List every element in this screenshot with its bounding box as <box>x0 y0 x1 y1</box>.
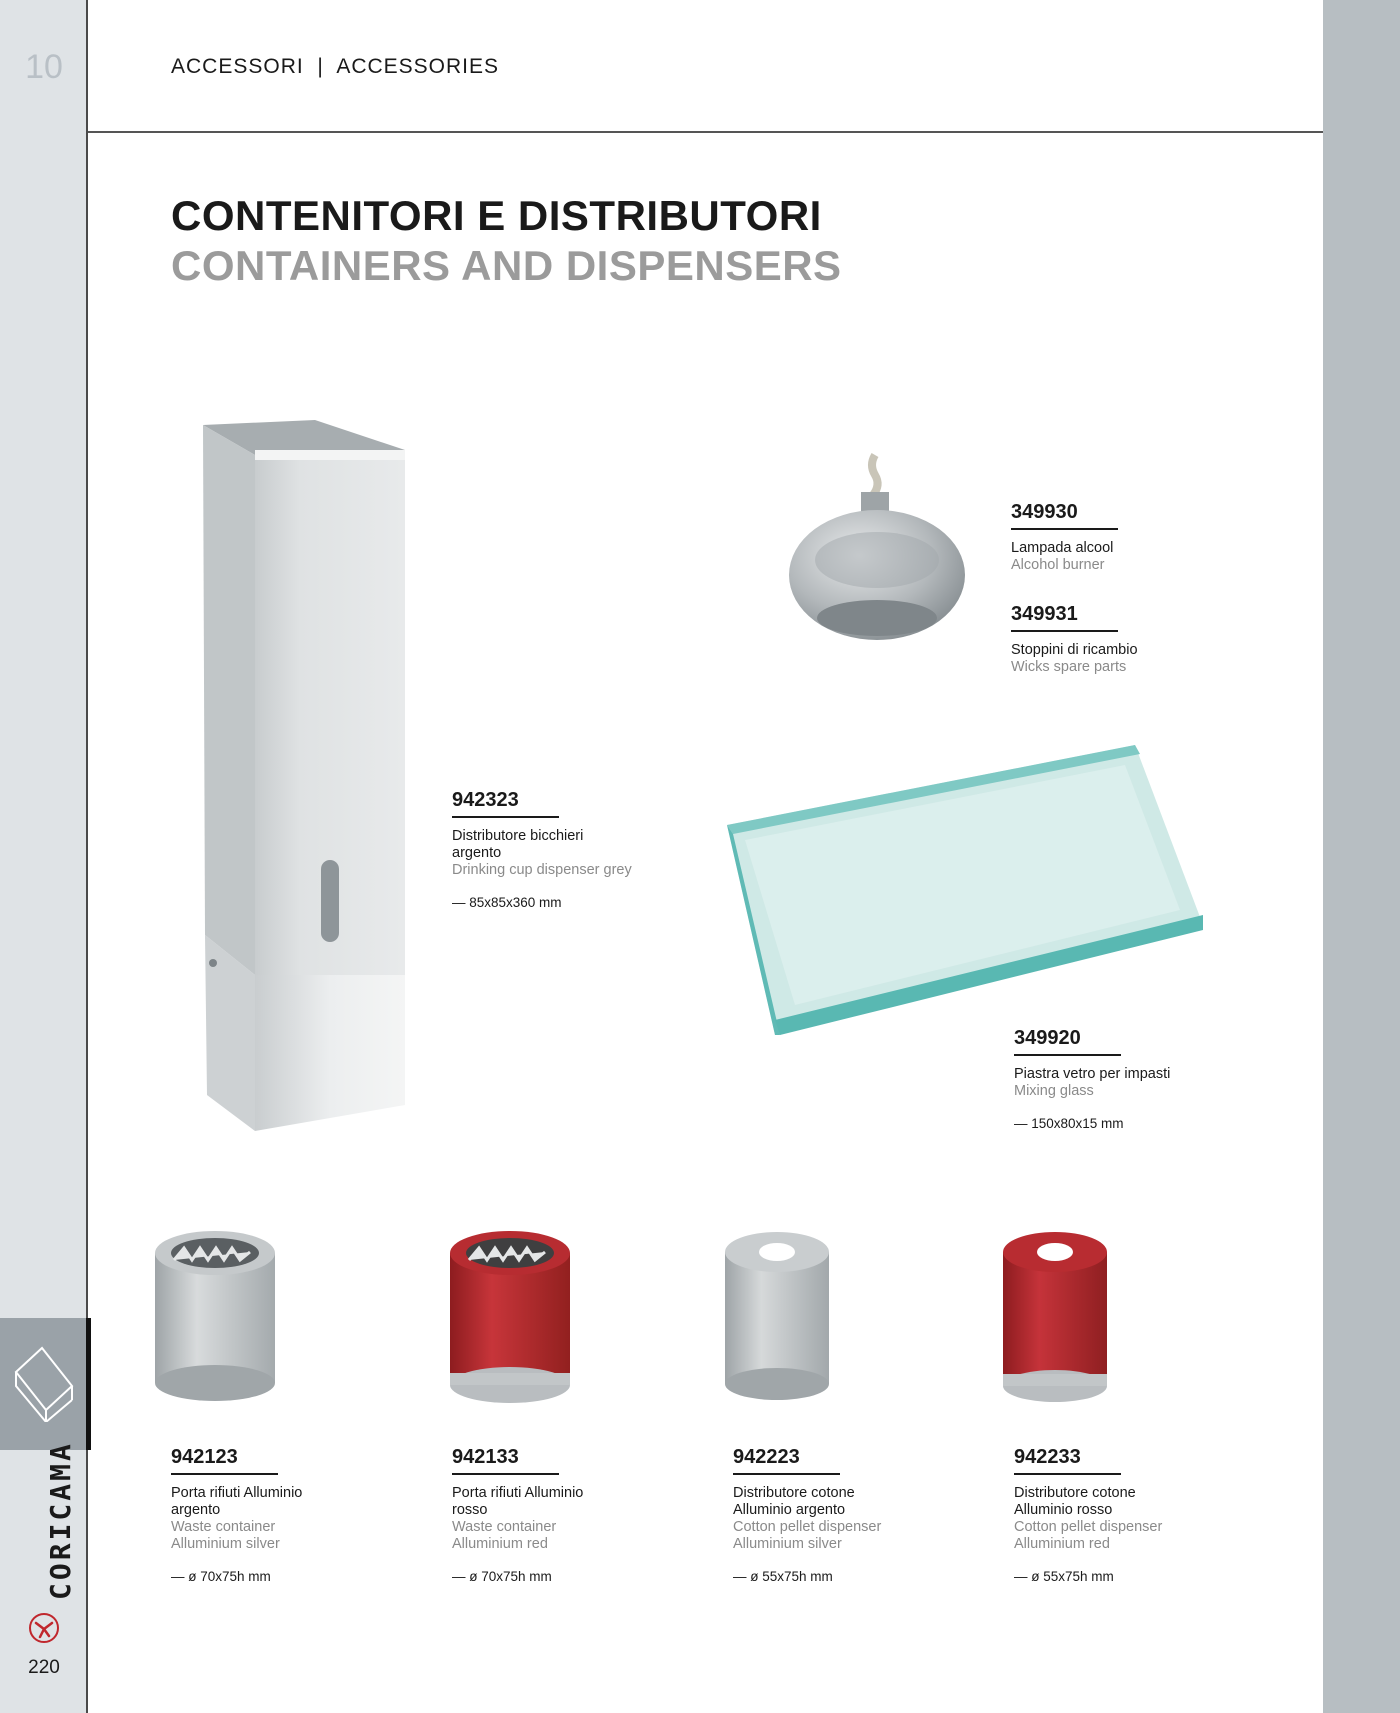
product-code: 942133 <box>452 1446 559 1475</box>
section-tab[interactable] <box>0 1318 91 1450</box>
page-title-en: CONTAINERS AND DISPENSERS <box>171 242 842 289</box>
page-number: 220 <box>28 1657 60 1678</box>
brand-name: CORICAMA <box>44 1441 77 1600</box>
product-name-it: Distributore bicchieri argento <box>452 828 584 861</box>
product-name-en: Waste container Alluminium silver <box>171 1519 280 1552</box>
product-942233 <box>1014 1446 1194 1584</box>
product-name-it: Stoppini di ricambio <box>1011 642 1138 658</box>
product-name-it: Porta rifiuti Alluminio argento <box>171 1485 303 1518</box>
right-band <box>1323 0 1400 1713</box>
product-name-en: Drinking cup dispenser grey <box>452 862 632 878</box>
page-title-it: CONTENITORI E DISTRIBUTORI <box>171 192 822 239</box>
product-942323 <box>452 789 632 910</box>
product-name-en: Mixing glass <box>1014 1083 1094 1099</box>
left-sidebar <box>0 0 88 1713</box>
product-name-it: Lampada alcool <box>1011 540 1114 556</box>
product-dimensions: — 85x85x360 mm <box>452 895 562 910</box>
product-942223 <box>733 1446 913 1584</box>
brand-logo-icon <box>28 1612 60 1644</box>
product-dimensions: — ø 70x75h mm <box>171 1569 271 1584</box>
product-code: 942233 <box>1014 1446 1121 1475</box>
product-name-en: Cotton pellet dispenser Alluminium red <box>1014 1519 1163 1552</box>
cup-dispenser-image <box>195 415 415 1135</box>
product-name-it: Porta rifiuti Alluminio rosso <box>452 1485 584 1518</box>
product-code: 349930 <box>1011 501 1118 530</box>
waste-container-silver-image <box>150 1228 280 1403</box>
product-349931 <box>1011 603 1241 676</box>
product-name-en: Alcohol burner <box>1011 557 1105 573</box>
product-code: 942123 <box>171 1446 278 1475</box>
product-code: 349920 <box>1014 1027 1121 1056</box>
eraser-icon <box>12 1342 76 1422</box>
product-name-it: Piastra vetro per impasti <box>1014 1066 1171 1082</box>
product-349920 <box>1014 1027 1244 1131</box>
product-code: 942223 <box>733 1446 840 1475</box>
product-349930 <box>1011 501 1241 574</box>
product-dimensions: — ø 70x75h mm <box>452 1569 552 1584</box>
product-dimensions: — ø 55x75h mm <box>733 1569 833 1584</box>
product-dimensions: — ø 55x75h mm <box>1014 1569 1114 1584</box>
product-942123 <box>171 1446 321 1584</box>
product-code: 349931 <box>1011 603 1118 632</box>
product-name-en: Waste container Alluminium red <box>452 1519 557 1552</box>
header-divider <box>88 131 1323 133</box>
cotton-dispenser-red-image <box>1000 1230 1110 1405</box>
product-dimensions: — 150x80x15 mm <box>1014 1116 1124 1131</box>
product-name-en: Cotton pellet dispenser Alluminium silver <box>733 1519 882 1552</box>
mixing-glass-image <box>725 740 1205 1040</box>
product-name-it: Distributore cotone Alluminio argento <box>733 1485 855 1518</box>
product-942133 <box>452 1446 602 1584</box>
cotton-dispenser-silver-image <box>722 1230 832 1405</box>
category-header: ACCESSORI | ACCESSORIES <box>171 55 500 78</box>
chapter-number: 10 <box>25 48 63 86</box>
waste-container-red-image <box>445 1228 575 1403</box>
product-name-it: Distributore cotone Alluminio rosso <box>1014 1485 1136 1518</box>
product-code: 942323 <box>452 789 559 818</box>
alcohol-burner-image <box>785 450 970 660</box>
product-name-en: Wicks spare parts <box>1011 659 1127 675</box>
